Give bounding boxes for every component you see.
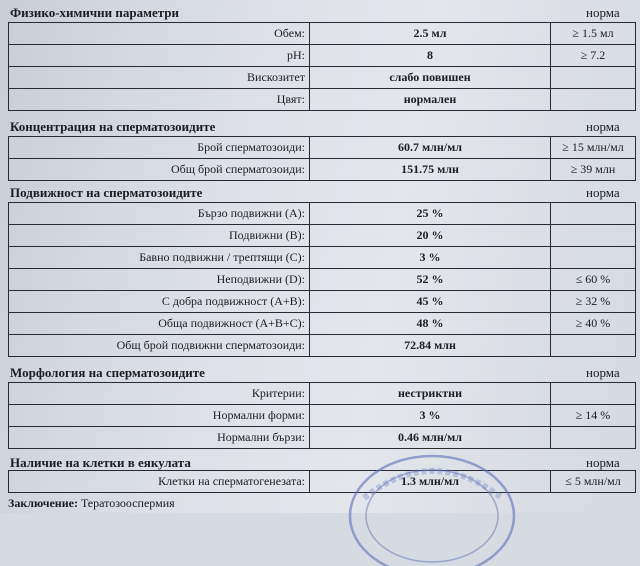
row-norm	[551, 225, 636, 247]
table-row	[9, 203, 636, 225]
table-row	[9, 225, 636, 247]
section-title: Наличие на клетки в еякулата	[10, 455, 191, 470]
row-label: Подвижни (В):	[9, 225, 310, 247]
table-row	[9, 45, 636, 67]
row-norm	[551, 89, 636, 111]
row-value: нестриктни	[310, 383, 551, 405]
row-value: 1.3 млн/мл	[310, 471, 551, 493]
row-norm: ≥ 1.5 мл	[551, 23, 636, 45]
row-label: Бавно подвижни / трептящи (С):	[9, 247, 310, 269]
row-value: 25 %	[310, 203, 551, 225]
section-header-physchem	[8, 4, 632, 22]
row-value: 48 %	[310, 313, 551, 335]
row-value: 72.84 млн	[310, 335, 551, 357]
section-header-motility	[8, 184, 632, 202]
row-norm	[551, 203, 636, 225]
table-row	[9, 383, 636, 405]
norm-column-header: норма	[586, 185, 620, 200]
row-label: Обем:	[9, 23, 310, 45]
table-row	[9, 67, 636, 89]
norm-column-header: норма	[586, 455, 620, 470]
row-label: С добра подвижност (А+В):	[9, 291, 310, 313]
row-norm: ≥ 39 млн	[551, 159, 636, 181]
row-value: 3 %	[310, 247, 551, 269]
row-norm	[551, 383, 636, 405]
table-row	[9, 269, 636, 291]
row-norm: ≥ 14 %	[551, 405, 636, 427]
row-norm	[551, 335, 636, 357]
table-row	[9, 89, 636, 111]
table-row	[9, 23, 636, 45]
row-label: Неподвижни (D):	[9, 269, 310, 291]
row-value: 60.7 млн/мл	[310, 137, 551, 159]
row-label: Клетки на сперматогенезата:	[9, 471, 310, 493]
table-row	[9, 471, 636, 493]
conclusion-value: Тератозооспермия	[80, 496, 175, 510]
table-row	[9, 335, 636, 357]
table-row	[9, 313, 636, 335]
row-value: 45 %	[310, 291, 551, 313]
row-label: pH:	[9, 45, 310, 67]
section-title: Подвижност на сперматозоидите	[10, 185, 203, 200]
row-value: 0.46 млн/мл	[310, 427, 551, 449]
conclusion-line	[8, 496, 175, 511]
row-norm: ≥ 40 %	[551, 313, 636, 335]
row-label: Бързо подвижни (А):	[9, 203, 310, 225]
section-header-morphology	[8, 364, 632, 382]
row-value: 52 %	[310, 269, 551, 291]
table-row	[9, 247, 636, 269]
row-label: Обща подвижност (А+В+С):	[9, 313, 310, 335]
concentration-table	[8, 136, 636, 181]
row-value: 8	[310, 45, 551, 67]
section-title: Концентрация на сперматозоидите	[10, 119, 216, 134]
row-label: Брой сперматозоиди:	[9, 137, 310, 159]
section-title: Физико-химични параметри	[10, 5, 180, 20]
table-row	[9, 291, 636, 313]
row-norm: ≥ 7.2	[551, 45, 636, 67]
row-value: 3 %	[310, 405, 551, 427]
row-value: 151.75 млн	[310, 159, 551, 181]
row-value: нормален	[310, 89, 551, 111]
row-label: Общ брой подвижни сперматозоиди:	[9, 335, 310, 357]
row-norm	[551, 67, 636, 89]
row-value: слабо повишен	[310, 67, 551, 89]
row-label: Нормални форми:	[9, 405, 310, 427]
table-row	[9, 137, 636, 159]
norm-column-header: норма	[586, 365, 620, 380]
motility-table	[8, 202, 636, 357]
morphology-table	[8, 382, 636, 449]
row-label: Общ брой сперматозоиди:	[9, 159, 310, 181]
section-title: Морфология на сперматозоидите	[10, 365, 205, 380]
row-label: Цвят:	[9, 89, 310, 111]
norm-column-header: норма	[586, 119, 620, 134]
table-row	[9, 405, 636, 427]
cells-table	[8, 470, 636, 493]
row-value: 2.5 мл	[310, 23, 551, 45]
norm-column-header: норма	[586, 5, 620, 20]
row-norm	[551, 427, 636, 449]
row-label: Критерии:	[9, 383, 310, 405]
row-label: Вискозитет	[9, 67, 310, 89]
row-value: 20 %	[310, 225, 551, 247]
row-norm: ≥ 15 млн/мл	[551, 137, 636, 159]
section-header-concentration	[8, 118, 632, 136]
physchem-table	[8, 22, 636, 111]
row-norm: ≥ 32 %	[551, 291, 636, 313]
table-row	[9, 427, 636, 449]
row-norm	[551, 247, 636, 269]
row-norm: ≤ 5 млн/мл	[551, 471, 636, 493]
clinic-stamp-seal	[342, 446, 522, 566]
table-row	[9, 159, 636, 181]
row-label: Нормални бързи:	[9, 427, 310, 449]
row-norm: ≤ 60 %	[551, 269, 636, 291]
conclusion-label: Заключение:	[8, 496, 78, 510]
